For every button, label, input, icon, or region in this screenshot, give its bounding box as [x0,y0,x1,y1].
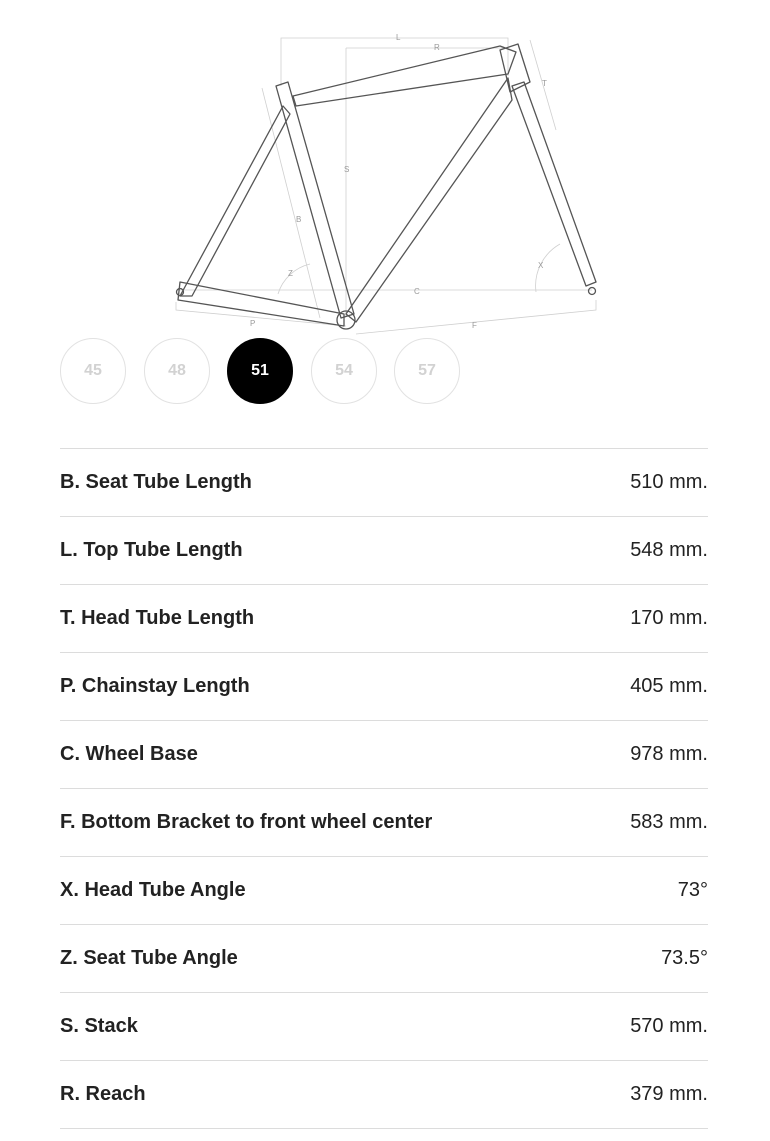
spec-row-head-tube-angle [60,857,708,925]
spec-label: L. Top Tube Length [60,539,243,561]
spec-row-top-tube-length [60,517,708,585]
dim-letter-x: X [538,261,544,270]
dim-letter-c: C [414,287,420,296]
spec-value: 73° [677,879,708,901]
dim-letter-r: R [434,43,440,52]
spec-row-seat-tube-length [60,449,708,517]
spec-value: 583 mm. [630,811,708,833]
spec-value: 978 mm. [630,743,708,765]
spec-value: 170 mm. [630,607,708,629]
spec-row-seat-tube-angle [60,925,708,993]
geometry-spec-table [60,448,708,1129]
bike-frame-drawing [160,26,610,340]
spec-row-stack [60,993,708,1061]
spec-label: P. Chainstay Length [60,675,250,697]
dim-letter-l: L [396,33,401,42]
spec-label: R. Reach [60,1083,146,1105]
spec-label: F. Bottom Bracket to front wheel center [60,811,433,833]
dim-letter-s: S [344,165,350,174]
frame-size-selector [60,338,480,404]
dim-letter-z: Z [288,269,293,278]
size-option-54[interactable]: 54 [311,338,377,404]
spec-value: 73.5° [661,947,708,969]
spec-row-chainstay-length [60,653,708,721]
spec-row-reach [60,1061,708,1129]
spec-value: 510 mm. [630,471,708,493]
spec-row-wheel-base [60,721,708,789]
spec-label: T. Head Tube Length [60,607,255,629]
spec-label: B. Seat Tube Length [60,471,252,493]
spec-label: S. Stack [60,1015,138,1037]
spec-label: X. Head Tube Angle [60,879,246,901]
dim-letter-b: B [296,215,302,224]
dim-letter-p: P [250,319,256,328]
spec-row-bb-to-front-wheel [60,789,708,857]
size-option-51-selected[interactable]: 51 [227,338,293,404]
dim-letter-t: T [542,79,547,88]
diagram-dimension-letters [250,33,547,330]
spec-value: 379 mm. [630,1083,708,1105]
spec-value: 570 mm. [630,1015,708,1037]
spec-value: 548 mm. [630,539,708,561]
spec-value: 405 mm. [630,675,708,697]
spec-label: C. Wheel Base [60,743,198,765]
dim-letter-f: F [472,321,477,330]
size-option-57[interactable]: 57 [394,338,460,404]
spec-label: Z. Seat Tube Angle [60,947,238,969]
size-option-45[interactable]: 45 [60,338,126,404]
frame-geometry-diagram [160,26,610,340]
size-option-48[interactable]: 48 [144,338,210,404]
spec-row-head-tube-length [60,585,708,653]
